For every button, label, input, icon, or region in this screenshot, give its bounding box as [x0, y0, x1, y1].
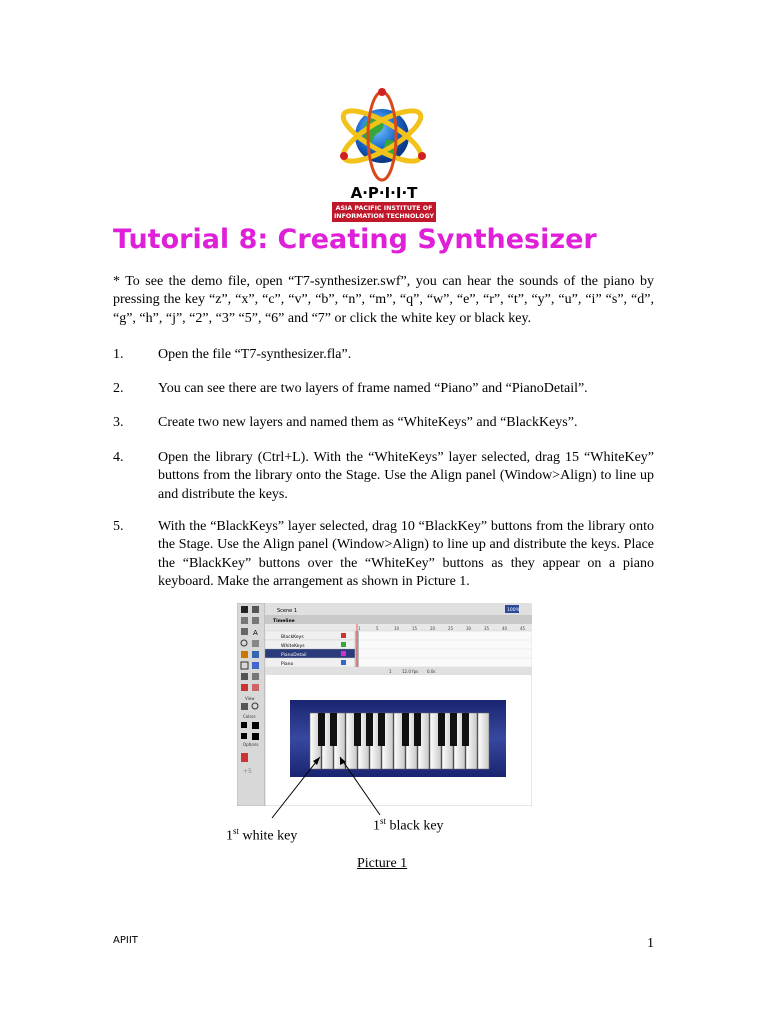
step-number: 4.	[113, 450, 124, 465]
svg-text:BlackKeys: BlackKeys	[281, 635, 304, 640]
svg-text:Piano: Piano	[281, 662, 294, 667]
step-text: You can see there are two layers of frame named “Piano” and “PianoDetail”.	[158, 381, 588, 396]
svg-text:15: 15	[412, 626, 418, 631]
svg-text:40: 40	[502, 626, 508, 631]
svg-text:PianoDetail: PianoDetail	[281, 653, 307, 658]
svg-text:WhiteKeys: WhiteKeys	[281, 644, 305, 649]
footer-left: APIIT	[113, 935, 138, 946]
step-item	[113, 346, 654, 364]
step-text: Create two new layers and named them as “WhiteKeys” and “BlackKeys”.	[158, 415, 578, 430]
step-number: 2.	[113, 381, 124, 396]
logo-subline-1: ASIA PACIFIC INSTITUTE OF	[335, 205, 433, 212]
step-number: 1.	[113, 347, 124, 362]
intro-paragraph: * To see the demo file, open “T7-synthesizer.swf”, you can hear the sounds of the piano by pressing the key “z”, “x”, “c”, “v”, “b”, “n”, “m”, “q”, “w”, “e”, “r”, “t”, “y”, “u”, “i” “s”, “d”, “g”, “h”, “j”, “2”, “3” “5”, “6” and “7” or click the white key or black key.	[113, 274, 654, 326]
flash-screenshot-figure	[237, 603, 532, 806]
step-text: Open the library (Ctrl+L). With the “WhiteKeys” layer selected, drag 15 “WhiteKey” buttons from the library onto the Stage. Use the Align panel (Window>Align) to line up and distribute the keys.	[158, 450, 654, 502]
page-number: 1	[647, 936, 654, 951]
tools-colors-label: Colors	[243, 714, 256, 719]
step-item	[113, 449, 654, 504]
svg-text:5: 5	[376, 626, 379, 631]
globe-atom-icon	[328, 88, 440, 222]
black-key	[402, 713, 409, 746]
white-key-annotation: 1st white key	[226, 826, 298, 844]
step-number: 5.	[113, 519, 124, 534]
svg-text:35: 35	[484, 626, 490, 631]
black-key	[462, 713, 469, 746]
black-key	[414, 713, 421, 746]
step-text: Open the file “T7-synthesizer.fla”.	[158, 347, 352, 362]
svg-text:+5: +5	[243, 768, 252, 775]
black-key	[366, 713, 373, 746]
svg-text:12.0 fps: 12.0 fps	[402, 669, 419, 674]
svg-text:30: 30	[466, 626, 472, 631]
logo-wordmark: A·P·I·I·T	[350, 184, 418, 202]
black-key-annotation: 1st black key	[373, 816, 444, 834]
white-key	[478, 713, 489, 769]
black-key	[330, 713, 337, 746]
page-title: Tutorial 8: Creating Synthesizer	[113, 224, 597, 255]
figure-caption: Picture 1	[357, 856, 408, 871]
timeline-label: Timeline	[273, 619, 295, 624]
apiit-logo	[328, 88, 440, 222]
svg-text:0.0s: 0.0s	[427, 669, 436, 674]
black-key	[354, 713, 361, 746]
svg-text:20: 20	[430, 626, 436, 631]
logo-subline-2: INFORMATION TECHNOLOGY	[333, 213, 435, 220]
black-key	[318, 713, 325, 746]
svg-text:25: 25	[448, 626, 454, 631]
step-item	[113, 414, 654, 432]
black-key	[438, 713, 445, 746]
svg-text:10: 10	[394, 626, 400, 631]
black-key	[450, 713, 457, 746]
svg-text:A: A	[253, 629, 258, 637]
svg-text:45: 45	[520, 626, 526, 631]
step-text: With the “BlackKeys” layer selected, drag 10 “BlackKey” buttons from the library onto the Stage. Use the Align panel (Window>Align) to line up and distribute the keys. Place the “BlackKey” buttons over the “WhiteKey” buttons as they appear on a piano keyboard. Make the arrangement as shown in Picture 1.	[158, 519, 654, 589]
svg-text:1: 1	[389, 669, 392, 674]
layer-list	[265, 631, 355, 667]
step-number: 3.	[113, 415, 124, 430]
tools-view-label: View	[245, 696, 255, 701]
scene-label: Scene 1	[277, 608, 298, 614]
tools-options-label: Options	[243, 742, 259, 747]
zoom-level: 100%	[507, 608, 520, 613]
svg-text:1: 1	[358, 626, 361, 631]
black-key	[378, 713, 385, 746]
step-item	[113, 380, 654, 398]
step-item	[113, 518, 654, 591]
